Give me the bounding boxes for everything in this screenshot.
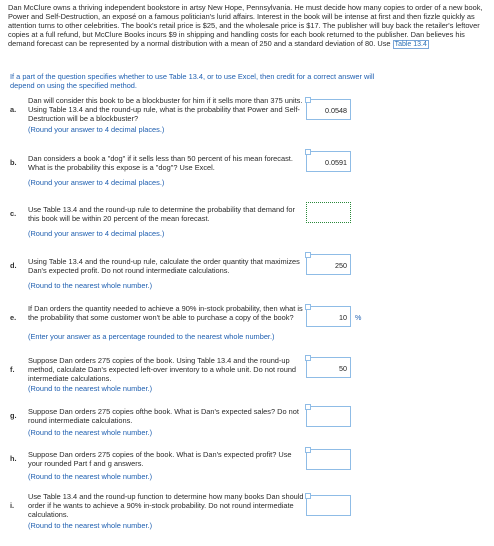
question-letter: i. — [10, 501, 15, 510]
question-hint: (Round to the nearest whole number.) — [28, 281, 153, 290]
answer-input-b[interactable] — [306, 151, 351, 172]
question-letter: a. — [10, 105, 17, 114]
answer-input-f[interactable] — [306, 357, 351, 378]
answer-value: 50 — [339, 364, 347, 373]
question-hint: (Round to the nearest whole number.) — [28, 384, 153, 393]
question-text: Use Table 13.4 and the round-up rule to determine the probability that demand for this book will be within 20 percent of the mean forecast. — [28, 205, 295, 224]
question-text: Suppose Dan orders 275 copies of the book. What is Dan's expected profit? Use your rounded Part f and g answers. — [28, 450, 292, 469]
question-text: Suppose Dan orders 275 copies ofthe book. What is Dan's expected sales? Do not round intermediate calculations. — [28, 407, 299, 426]
method-notice: If a part of the question specifies whether to use Table 13.4, or to use Excel, then credit for a correct answer will depend on using the specified method. — [10, 72, 375, 91]
answer-input-g[interactable] — [306, 406, 351, 427]
question-text: Using Table 13.4 and the round-up rule, calculate the order quantity that maximizes Dan's expected profit. Do not round intermediate calculations. — [28, 257, 300, 276]
question-hint: (Round your answer to 4 decimal places.) — [28, 178, 165, 187]
question-i — [10, 492, 306, 522]
question-text: If Dan orders the quantity needed to achieve a 90% in-stock probability, then what is the probability that some customer won't be able to purchase a copy of the book? — [28, 304, 303, 323]
question-letter: e. — [10, 313, 17, 322]
question-hint: (Round to the nearest whole number.) — [28, 428, 153, 437]
answer-input-c[interactable] — [306, 202, 351, 223]
question-letter: h. — [10, 454, 17, 463]
question-text: Dan will consider this book to be a blockbuster for him if it sells more than 375 units. Using Table 13.4 and the round-up rule, what is the probability that Power and Self-Destruction will be a blockbuster? — [28, 96, 303, 124]
question-text: Dan considers a book a "dog" if it sells less than 50 percent of his mean forecast. What is the probability this expose is a "dog"? Use Excel. — [28, 154, 293, 173]
question-letter: d. — [10, 261, 17, 270]
question-hint: (Enter your answer as a percentage rounded to the nearest whole number.) — [28, 332, 275, 341]
question-hint: (Round to the nearest whole number.) — [28, 472, 153, 481]
answer-value: 0.0548 — [325, 106, 347, 115]
table-13-4-link[interactable]: Table 13.4 — [394, 41, 427, 49]
question-f — [10, 356, 306, 386]
question-h — [10, 450, 306, 470]
question-hint: (Round your answer to 4 decimal places.) — [28, 229, 165, 238]
question-text: Use Table 13.4 and the round-up function to determine how many books Dan should order if he wants to achieve a 90% in-stock probability. Do not round intermediate calculations. — [28, 492, 304, 520]
answer-value: 10 — [339, 313, 347, 322]
question-e — [10, 304, 306, 334]
answer-input-d[interactable] — [306, 254, 351, 275]
answer-input-i[interactable] — [306, 495, 351, 516]
answer-input-h[interactable] — [306, 449, 351, 470]
question-letter: b. — [10, 158, 17, 167]
marker-icon — [305, 252, 311, 258]
marker-icon — [305, 97, 311, 103]
question-letter: g. — [10, 411, 17, 420]
marker-icon — [305, 493, 311, 499]
answer-value: 0.0591 — [325, 158, 347, 167]
question-a — [10, 96, 306, 128]
problem-intro — [8, 3, 490, 49]
question-d — [10, 257, 306, 277]
percent-unit: % — [355, 313, 362, 322]
marker-icon — [305, 355, 311, 361]
answer-input-a[interactable] — [306, 99, 351, 120]
marker-icon — [305, 304, 311, 310]
question-letter: c. — [10, 209, 17, 218]
marker-icon — [305, 404, 311, 410]
question-g — [10, 407, 306, 427]
question-text: Suppose Dan orders 275 copies of the book. Using Table 13.4 and the round-up method, calculate Dan's expected left-over inventory to a whole unit. Do not round intermediate calculations. — [28, 356, 297, 384]
question-c — [10, 205, 306, 225]
answer-input-e[interactable] — [306, 306, 351, 327]
marker-icon — [305, 149, 311, 155]
question-b — [10, 154, 306, 174]
question-letter: f. — [10, 365, 15, 374]
question-hint: (Round your answer to 4 decimal places.) — [28, 125, 165, 134]
marker-icon — [305, 447, 311, 453]
question-hint: (Round to the nearest whole number.) — [28, 521, 153, 530]
intro-text: Dan McClure owns a thriving independent bookstore in artsy New Hope, Pennsylvania. He must decide how many copies to order of a new book, Power and Self-Destruction, an exposé on a famous politician's lurid affairs. Interest in the book will be intense at first and then fizzle quickly as attention turns to other celebrities. The book's retail price is $25, and the wholesale price is $17. The publisher will buy back the retailer's leftover copies at a full refund, but McClure Books incurs $9 in shipping and handling costs for each book returned to the publisher. Dan believes his demand forecast can be represented by a normal distribution with a mean of 250 and a standard deviation of 80. Use — [8, 3, 483, 49]
answer-value: 250 — [335, 261, 347, 270]
